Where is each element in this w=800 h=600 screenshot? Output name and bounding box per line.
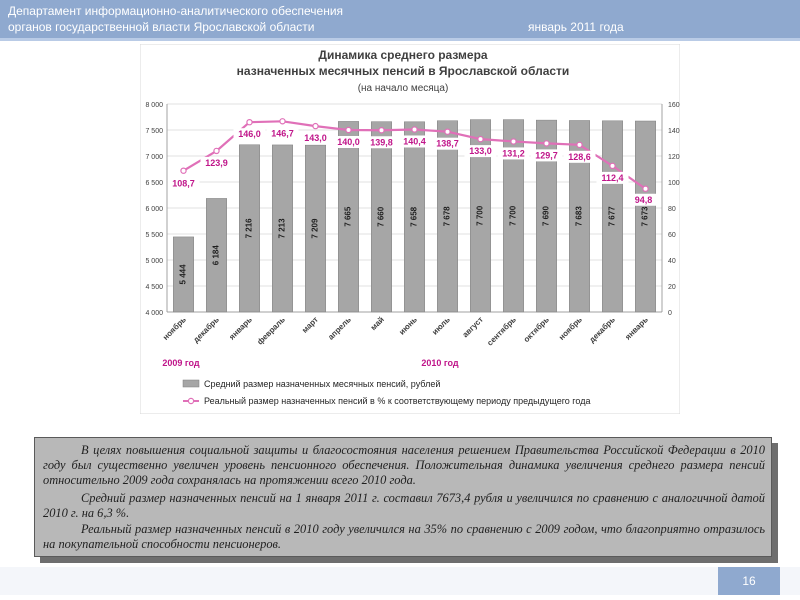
left-axis-tick-label: 5 500 bbox=[145, 232, 163, 239]
right-axis-tick-label: 60 bbox=[668, 232, 676, 239]
line-value-label: 146,0 bbox=[238, 129, 261, 140]
line-value-label: 123,9 bbox=[205, 157, 228, 168]
chart-subtitle: (на начало месяца) bbox=[357, 83, 449, 94]
line-value-label: 112,4 bbox=[601, 172, 624, 183]
x-axis-category-label: октябрь bbox=[521, 315, 551, 345]
bar-value-label: 7 700 bbox=[508, 205, 518, 226]
bar-value-label: 5 444 bbox=[178, 264, 188, 285]
right-axis-tick-label: 160 bbox=[668, 102, 680, 109]
summary-paragraph-2: Средний размер назначенных пенсий на 1 января 2011 г. составил 7673,4 рубля и увеличился по сравнению с аналогичной датой 2010 г. на 6,3 %. bbox=[43, 491, 765, 520]
line-value-label: 143,0 bbox=[304, 133, 327, 144]
left-axis-tick-label: 7 000 bbox=[145, 154, 163, 161]
x-axis-category-label: декабрь bbox=[587, 315, 617, 345]
bar-value-label: 7 683 bbox=[574, 206, 584, 227]
x-axis-category-label: май bbox=[368, 315, 386, 333]
line-point bbox=[610, 163, 615, 168]
bar-value-label: 6 184 bbox=[211, 245, 221, 266]
x-axis-category-label: апрель bbox=[326, 315, 353, 342]
line-point bbox=[313, 124, 318, 129]
line-point bbox=[181, 168, 186, 173]
bar-value-label: 7 673 bbox=[640, 206, 650, 227]
summary-paragraph-1: В целях повышения социальной защиты и благосостояния населения решением Правительства Российской Федерации в 2010 году был существенно увеличен уровень пенсионного обеспечения. Положительная динамика увеличения среднего размера пенсий относительно 2009 года сохранялась на протяжении всего 2010 года. bbox=[43, 443, 765, 487]
x-axis-category-label: декабрь bbox=[191, 315, 221, 345]
x-axis-category-label: январь bbox=[227, 315, 254, 342]
legend-line-label: Реальный размер назначенных пенсий в % к соответствующему периоду предыдущего года bbox=[204, 396, 591, 406]
line-value-label: 139,8 bbox=[370, 137, 393, 148]
line-point bbox=[544, 141, 549, 146]
left-axis-tick-label: 7 500 bbox=[145, 128, 163, 135]
bar-value-label: 7 677 bbox=[607, 206, 617, 227]
right-axis-tick-label: 40 bbox=[668, 258, 676, 265]
summary-paragraph-3: Реальный размер назначенных пенсий в 2010 году увеличился на 35% по сравнению с 2009 годом, что благоприятно отразилось на покупательной способности пенсионеров. bbox=[43, 522, 765, 551]
line-value-label: 140,4 bbox=[403, 136, 426, 147]
chart-title-line2: назначенных месячных пенсий в Ярославской области bbox=[236, 64, 570, 78]
line-value-label: 133,0 bbox=[469, 146, 492, 157]
right-axis-tick-label: 80 bbox=[668, 206, 676, 213]
left-axis-tick-label: 8 000 bbox=[145, 102, 163, 109]
x-axis-category-label: июль bbox=[430, 315, 452, 337]
legend-bar-swatch bbox=[183, 380, 199, 387]
bar-value-label: 7 660 bbox=[376, 206, 386, 227]
left-axis-tick-label: 6 500 bbox=[145, 180, 163, 187]
x-axis-category-label: август bbox=[460, 315, 485, 340]
right-axis-tick-label: 100 bbox=[668, 180, 680, 187]
left-axis-tick-label: 5 000 bbox=[145, 258, 163, 265]
right-axis-tick-label: 0 bbox=[668, 310, 672, 317]
line-point bbox=[379, 128, 384, 133]
x-axis-category-label: февраль bbox=[255, 315, 287, 347]
bar-value-label: 7 658 bbox=[409, 206, 419, 227]
summary-text-box bbox=[34, 437, 772, 557]
department-name-line2: органов государственной власти Ярославской области bbox=[8, 20, 315, 34]
line-value-label: 146,7 bbox=[271, 128, 294, 139]
bar-value-label: 7 213 bbox=[277, 218, 287, 239]
line-point bbox=[445, 129, 450, 134]
bar-value-label: 7 678 bbox=[442, 206, 452, 227]
right-axis-tick-label: 120 bbox=[668, 154, 680, 161]
bar-value-label: 7 209 bbox=[310, 218, 320, 239]
line-point bbox=[478, 137, 483, 142]
line-point bbox=[412, 127, 417, 132]
x-axis-category-label: ноябрь bbox=[557, 315, 584, 342]
left-axis-tick-label: 6 000 bbox=[145, 206, 163, 213]
page-number: 16 bbox=[718, 567, 780, 595]
report-date: январь 2011 года bbox=[528, 20, 624, 34]
header-bar bbox=[0, 0, 800, 38]
x-axis-category-label: ноябрь bbox=[161, 315, 188, 342]
x-axis-category-label: сентябрь bbox=[485, 315, 518, 348]
year-label-2009: 2009 год bbox=[162, 358, 200, 368]
x-axis-category-label: январь bbox=[623, 315, 650, 342]
line-point bbox=[247, 120, 252, 125]
bar-value-label: 7 700 bbox=[475, 205, 485, 226]
line-point bbox=[280, 119, 285, 124]
line-point bbox=[577, 142, 582, 147]
footer-bar bbox=[0, 567, 800, 595]
header-accent-strip bbox=[0, 38, 800, 41]
line-value-label: 140,0 bbox=[337, 137, 360, 147]
bar-value-label: 7 665 bbox=[343, 206, 353, 227]
line-value-label: 108,7 bbox=[172, 178, 195, 189]
left-axis-tick-label: 4 500 bbox=[145, 284, 163, 291]
line-point bbox=[346, 127, 351, 132]
line-value-label: 131,2 bbox=[502, 148, 525, 159]
right-axis-tick-label: 140 bbox=[668, 128, 680, 135]
line-value-label: 94,8 bbox=[634, 194, 653, 205]
line-point bbox=[511, 139, 516, 144]
year-label-2010: 2010 год bbox=[421, 358, 459, 368]
bar-value-label: 7 216 bbox=[244, 218, 254, 239]
legend-bar-label: Средний размер назначенных месячных пенсий, рублей bbox=[204, 379, 441, 389]
pension-chart bbox=[140, 44, 680, 414]
line-point bbox=[214, 148, 219, 153]
line-value-label: 138,7 bbox=[436, 138, 459, 149]
bar-value-label: 7 690 bbox=[541, 206, 551, 227]
left-axis-tick-label: 4 000 bbox=[145, 310, 163, 317]
line-value-label: 128,6 bbox=[568, 151, 591, 162]
department-name-line1: Департамент информационно-аналитического обеспечения bbox=[8, 4, 344, 18]
right-axis-tick-label: 20 bbox=[668, 284, 676, 291]
line-point bbox=[643, 186, 648, 191]
chart-title-line1: Динамика среднего размера bbox=[318, 48, 488, 62]
x-axis-category-label: июнь bbox=[397, 315, 419, 337]
line-value-label: 129,7 bbox=[535, 150, 558, 161]
legend-line-marker bbox=[188, 398, 193, 403]
x-axis-category-label: март bbox=[300, 315, 320, 335]
